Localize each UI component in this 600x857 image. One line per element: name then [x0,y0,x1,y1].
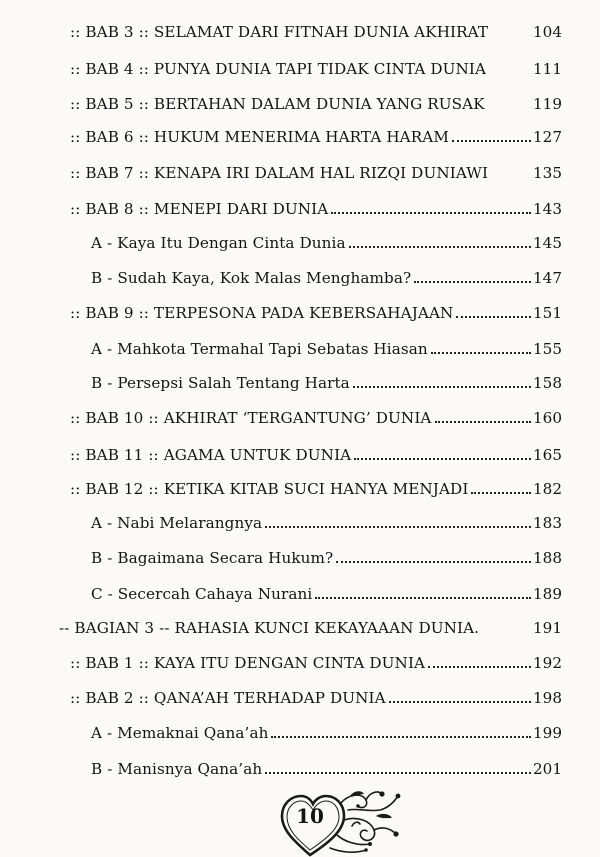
toc-leader [435,420,532,423]
toc-entry-page: 188 [533,549,562,567]
toc-entry-title: :: BAB 8 :: MENEPI DARI DUNIA [70,200,329,218]
toc-entry-title: B - Manisnya Qana’ah [91,760,263,778]
toc-entry-bab-5 [70,94,562,114]
toc-entry-page: 147 [533,269,562,287]
toc-entry-page: 119 [533,95,562,113]
toc-entry-title: B - Bagaimana Secara Hukum? [91,549,334,567]
toc-leader [431,351,531,354]
page-number: 10 [296,804,324,828]
toc-leader [452,139,531,142]
toc-entry-bagian-3-bab-2 [70,688,562,708]
toc-entry-title: :: BAB 2 :: QANA’AH TERHADAP DUNIA [70,689,386,707]
toc-entry-bab-10 [70,408,562,428]
toc-entry-title: :: BAB 3 :: SELAMAT DARI FITNAH DUNIA AKHIRAT [70,23,489,41]
toc-entry-title: C - Secercah Cahaya Nurani [91,585,313,603]
toc-entry-bab-8 [70,199,562,219]
toc-entry-page: 127 [533,128,562,146]
toc-leader [487,73,532,74]
toc-entry-title: :: BAB 4 :: PUNYA DUNIA TAPI TIDAK CINTA DUNIA [70,60,487,78]
toc-entry-bab-12-b [91,548,562,568]
toc-leader [336,560,531,563]
toc-leader [265,525,531,528]
toc-entry-title: :: BAB 11 :: AGAMA UNTUK DUNIA [70,446,352,464]
toc-entry-title: :: BAB 7 :: KENAPA IRI DALAM HAL RIZQI DUNIAWI [70,164,489,182]
toc-entry-page: 104 [533,23,562,41]
toc-entry-page: 201 [533,760,562,778]
toc-entry-bab-3 [70,22,562,42]
toc-entry-bagian-3 [59,618,562,638]
toc-entry-page: 151 [533,304,562,322]
toc-entry-title: B - Sudah Kaya, Kok Malas Menghamba? [91,269,412,287]
toc-leader [456,315,531,318]
toc-entry-bab-11 [70,445,562,465]
toc-leader [331,211,531,214]
toc-entry-title: A - Kaya Itu Dengan Cinta Dunia [91,234,346,252]
toc-entry-title: :: BAB 1 :: KAYA ITU DENGAN CINTA DUNIA [70,654,426,672]
toc-leader [315,596,531,599]
toc-entry-title: A - Nabi Melarangnya [91,514,263,532]
toc-entry-bagian-3-bab-2-a [91,723,562,743]
toc-entry-page: 160 [533,409,562,427]
toc-entry-page: 192 [533,654,562,672]
toc-entry-title: A - Memaknai Qana’ah [91,724,269,742]
toc-entry-bab-12-c [91,584,562,604]
toc-entry-page: 165 [533,446,562,464]
toc-leader [389,700,531,703]
toc-entry-bab-6 [70,127,562,147]
toc-entry-page: 158 [533,374,562,392]
toc-entry-page: 183 [533,514,562,532]
toc-entry-title: :: BAB 6 :: HUKUM MENERIMA HARTA HARAM [70,128,449,146]
toc-entry-bab-12-a [91,513,562,533]
toc-leader [353,385,531,388]
toc-leader [428,665,531,668]
toc-leader [271,735,531,738]
toc-entry-page: 155 [533,340,562,358]
toc-entry-title: :: BAB 12 :: KETIKA KITAB SUCI HANYA MENJADI [70,480,469,498]
toc-entry-page: 199 [533,724,562,742]
toc-leader [489,177,532,178]
toc-entry-bagian-3-bab-2-b [91,759,562,779]
toc-entry-page: 135 [533,164,562,182]
toc-leader [354,457,531,460]
toc-leader [486,108,532,109]
toc-entry-page: 145 [533,234,562,252]
toc-entry-page: 182 [533,480,562,498]
toc-entry-title: -- BAGIAN 3 -- RAHASIA KUNCI KEKAYAAAN DUNIA. [59,619,480,637]
toc-leader [265,771,531,774]
toc-entry-title: :: BAB 10 :: AKHIRAT ‘TERGANTUNG’ DUNIA [70,409,432,427]
toc-entry-title: B - Persepsi Salah Tentang Harta [91,374,350,392]
toc-entry-title: :: BAB 5 :: BERTAHAN DALAM DUNIA YANG RUSAK [70,95,485,113]
toc-entry-bab-9-b [91,373,562,393]
toc-entry-bab-4 [70,59,562,79]
toc-leader [471,491,531,494]
toc-entry-page: 143 [533,200,562,218]
toc-entry-bab-7 [70,163,562,183]
toc-entry-bagian-3-bab-1 [70,653,562,673]
toc-leader [480,632,532,633]
toc-entry-page: 198 [533,689,562,707]
toc-entry-bab-9 [70,303,562,323]
toc-leader [414,280,531,283]
toc-entry-bab-8-b [91,268,562,288]
toc-entry-page: 189 [533,585,562,603]
toc-leader [489,36,532,37]
toc-entry-bab-8-a [91,233,562,253]
toc-entry-bab-9-a [91,339,562,359]
toc-entry-page: 111 [533,60,562,78]
toc-entry-title: A - Mahkota Termahal Tapi Sebatas Hiasan [91,340,428,358]
toc-entry-title: :: BAB 9 :: TERPESONA PADA KEBERSAHAJAAN [70,304,454,322]
toc-leader [349,245,531,248]
toc-entry-bab-12 [70,479,562,499]
toc-entry-page: 191 [533,619,562,637]
